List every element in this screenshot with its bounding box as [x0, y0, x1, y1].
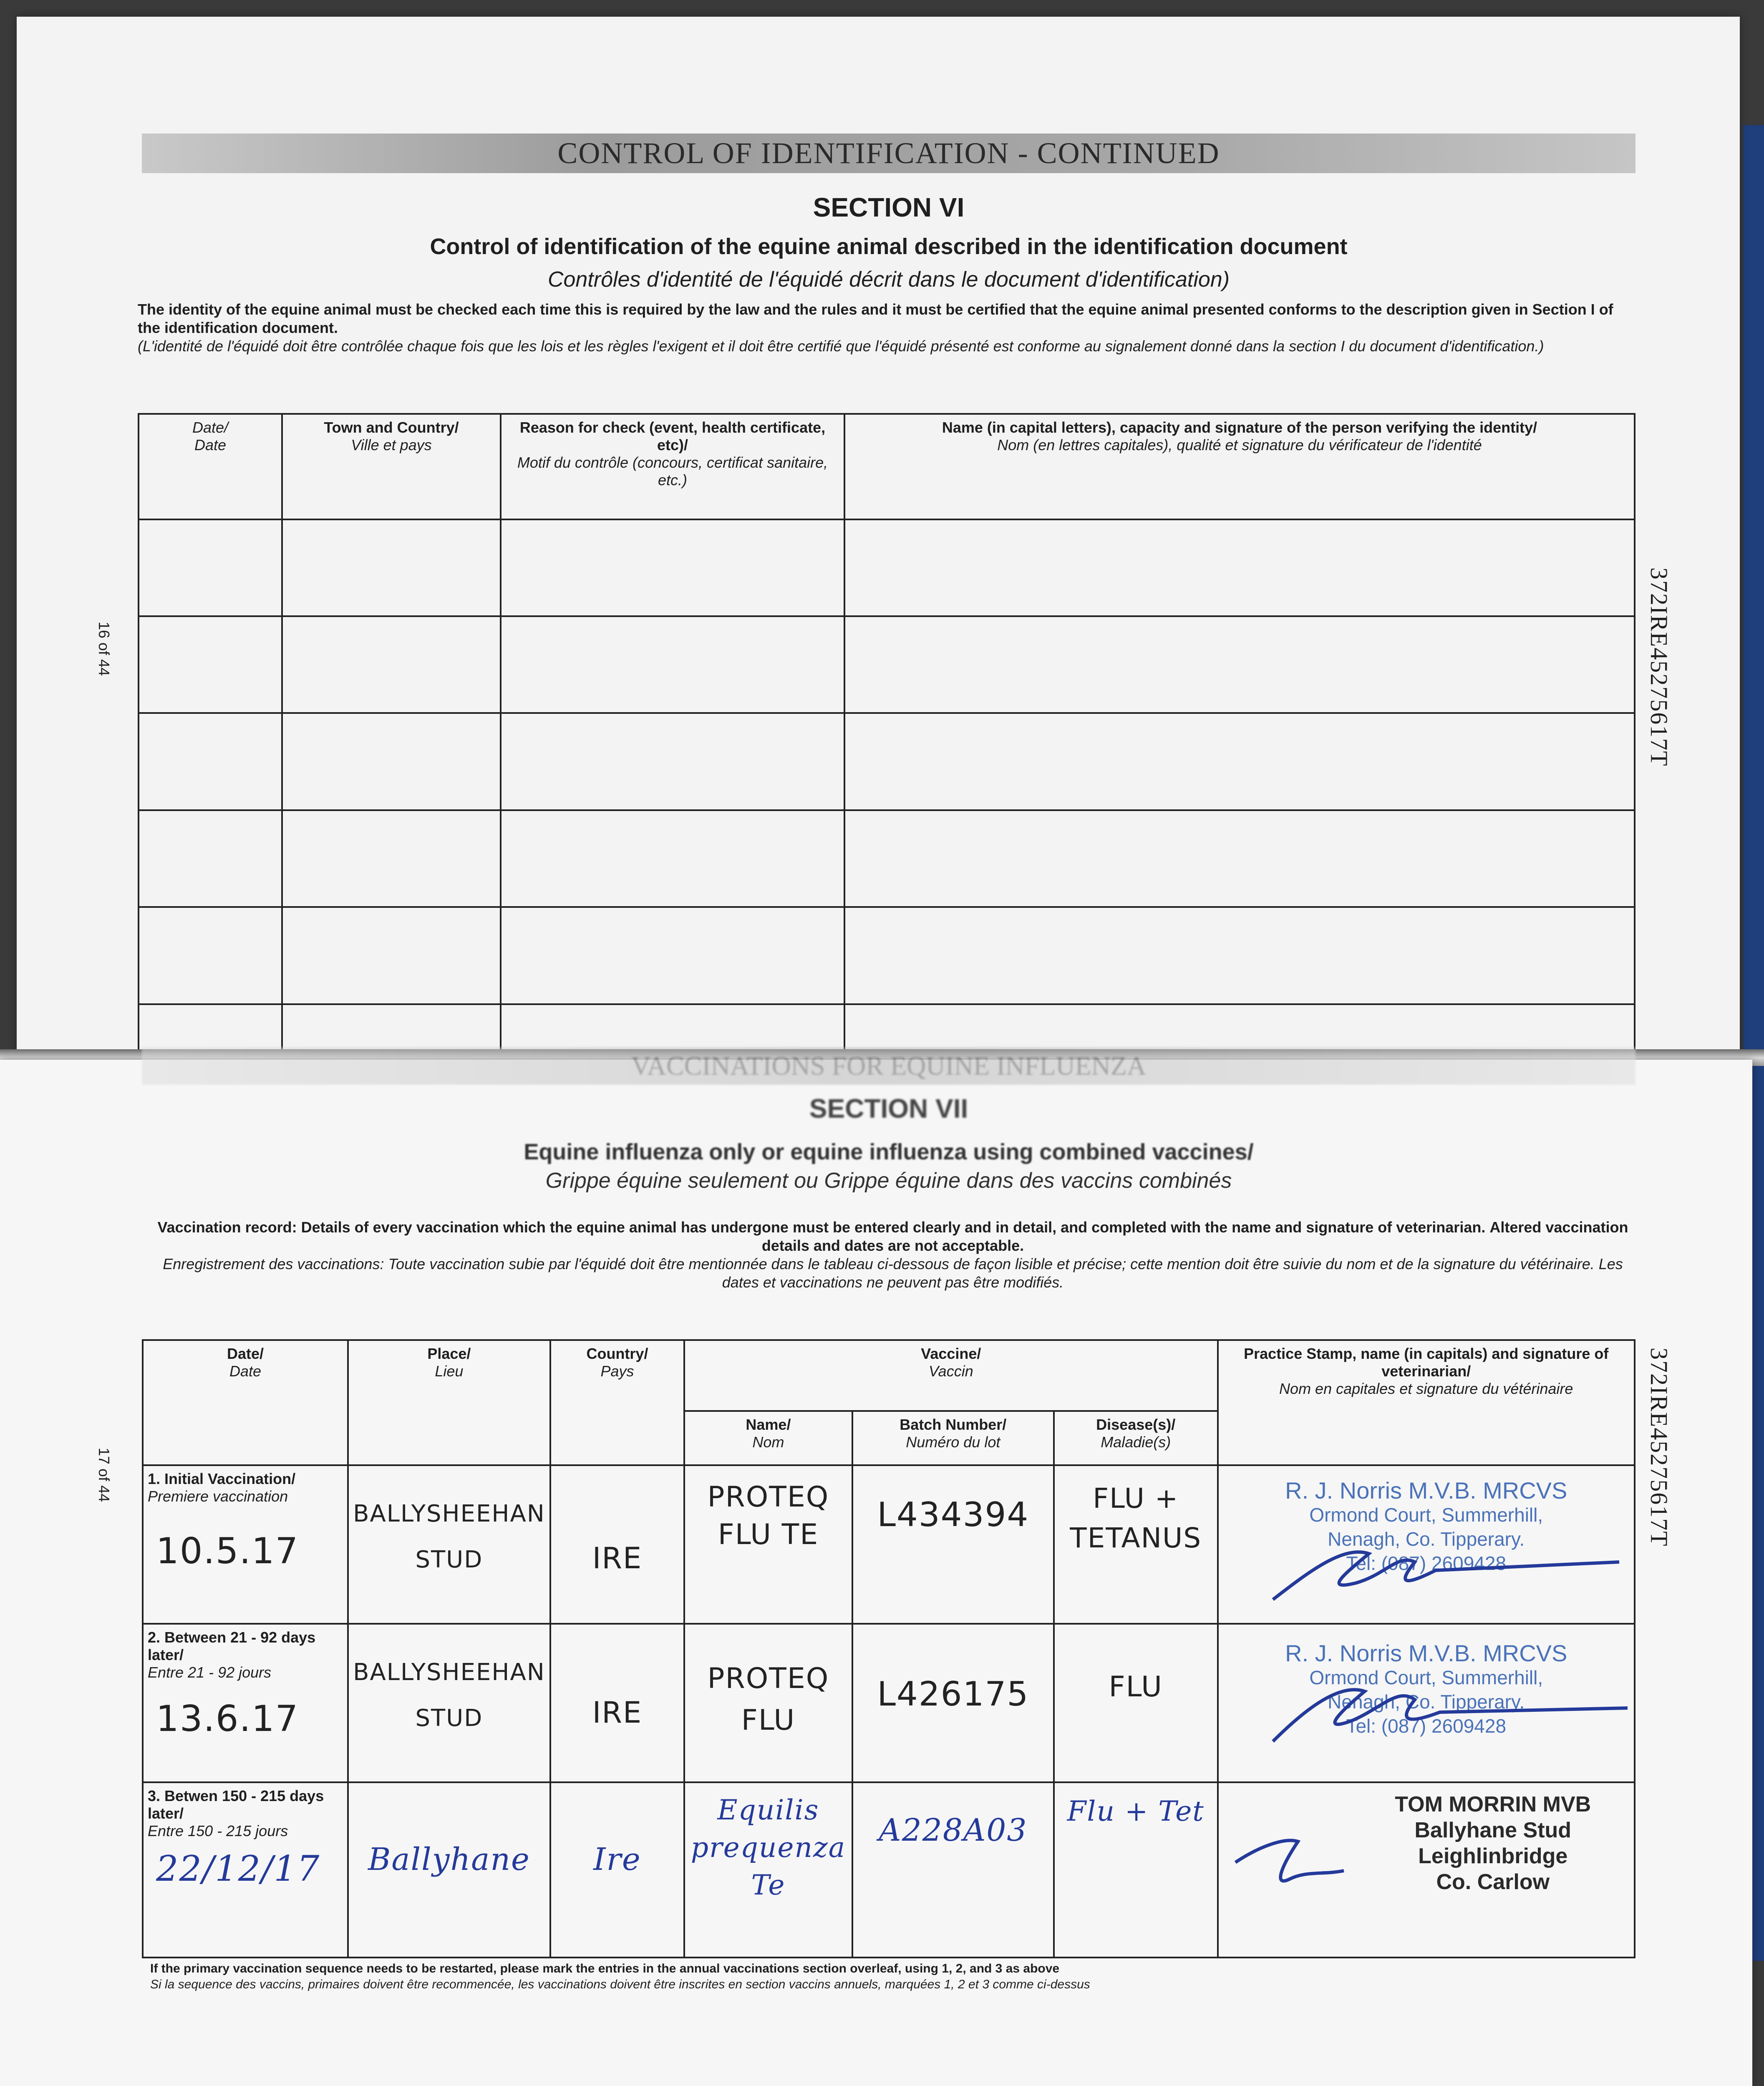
col-date-header: Date/ Date [143, 1340, 348, 1465]
table-row [139, 616, 1635, 713]
verifier-cell[interactable] [844, 907, 1635, 1004]
disease-cell[interactable] [1054, 1624, 1218, 1782]
table-row [139, 810, 1635, 907]
handwritten-country: IRE [592, 1696, 643, 1730]
date-cell[interactable] [143, 1782, 348, 1958]
place-cell[interactable] [348, 1782, 550, 1958]
handwritten-vaccine-name: PROTEQ FLU [707, 1662, 829, 1737]
col-batch-header: Batch Number/ Numéro du lot [852, 1411, 1054, 1465]
identification-check-table [138, 413, 1635, 1056]
reason-cell[interactable] [501, 519, 844, 616]
section-vii-title: Equine influenza only or equine influenza using combined vaccines/ [524, 1139, 1254, 1164]
handwritten-country: Ire [593, 1842, 641, 1877]
row-label-fr: Entre 150 - 215 jours [148, 1822, 288, 1839]
col-reason-header: Reason for check (event, health certificate, etc)/ Motif du contrôle (concours, certificat sanitaire, etc.) [501, 414, 844, 519]
passport-id-bottom: 372IRE45275617T [1646, 1348, 1673, 1547]
col-country-header: Country/ Pays [550, 1340, 685, 1465]
page-number-17: 17 of 44 [96, 1448, 113, 1502]
town-cell[interactable] [282, 907, 501, 1004]
handwritten-disease: FLU [1109, 1670, 1163, 1703]
passport-id-top: 372IRE45275617T [1646, 567, 1673, 767]
col-disease-header: Disease(s)/ Maladie(s) [1054, 1411, 1218, 1465]
verifier-cell[interactable] [844, 713, 1635, 810]
date-cell[interactable] [139, 616, 282, 713]
section-vii-instructions [150, 1218, 1635, 1292]
row-label-fr: Entre 21 - 92 jours [148, 1664, 272, 1681]
vet-signature [1260, 1670, 1636, 1750]
col-name-header: Name (in capital letters), capacity and signature of the person verifying the identity/ Nom (en lettres capitales), qualité et signature du vérificateur de l'identité [844, 414, 1635, 519]
disease-cell[interactable] [1054, 1782, 1218, 1958]
handwritten-batch: A228A03 [879, 1812, 1028, 1848]
vaccination-table [142, 1339, 1635, 1958]
reason-cell[interactable] [501, 810, 844, 907]
practice-stamp-cell[interactable] [1218, 1465, 1635, 1624]
handwritten-date: 13.6.17 [156, 1698, 299, 1740]
batch-cell[interactable] [852, 1782, 1054, 1958]
section-vi-title-fr: Contrôles d'identité de l'équidé décrit dans le document d'identification) [547, 267, 1230, 292]
batch-cell[interactable] [852, 1624, 1054, 1782]
date-cell[interactable] [139, 713, 282, 810]
table-row [139, 713, 1635, 810]
col-place-header: Place/ Lieu [348, 1340, 550, 1465]
vet-stamp: R. J. Norris M.V.B. MRCVS Ormond Court, Summerhill, Nenagh, Co. Tipperary. Tel: (087) 2609428 [1285, 1477, 1567, 1574]
place-cell[interactable] [348, 1624, 550, 1782]
batch-cell[interactable] [852, 1465, 1054, 1624]
section-vi-heading: SECTION VI [813, 192, 965, 222]
table-row [139, 519, 1635, 616]
handwritten-batch: L434394 [877, 1495, 1029, 1534]
vaccine-name-cell[interactable] [684, 1465, 852, 1624]
row-label: 2. Between 21 - 92 days later/ [148, 1629, 316, 1663]
handwritten-country: IRE [592, 1541, 643, 1575]
reason-cell[interactable] [501, 713, 844, 810]
date-cell[interactable] [143, 1624, 348, 1782]
handwritten-batch: L426175 [877, 1675, 1029, 1713]
instruction-en: Vaccination record: Details of every vaccination which the equine animal has undergone must be entered clearly and in detail, and completed with the name and signature of veterinarian. [157, 1219, 1486, 1236]
place-cell[interactable] [348, 1465, 550, 1624]
reason-cell[interactable] [501, 907, 844, 1004]
country-cell[interactable] [550, 1624, 685, 1782]
date-cell[interactable] [139, 810, 282, 907]
vaccine-name-cell[interactable] [684, 1782, 852, 1958]
town-cell[interactable] [282, 810, 501, 907]
handwritten-place: Ballyhane [368, 1842, 530, 1877]
vet-signature [1260, 1537, 1628, 1608]
col-date-header: Date/ Date [139, 414, 282, 519]
col-vaccine-header: Vaccine/ Vaccin [684, 1340, 1217, 1411]
verifier-cell[interactable] [844, 616, 1635, 713]
page-number-16: 16 of 44 [96, 622, 113, 676]
handwritten-place: BALLYSHEEHAN STUD [353, 1500, 545, 1573]
town-cell[interactable] [282, 519, 501, 616]
town-cell[interactable] [282, 713, 501, 810]
date-cell[interactable] [143, 1465, 348, 1624]
town-cell[interactable] [282, 616, 501, 713]
vaccination-row-1 [143, 1465, 1635, 1624]
vet-signature [1227, 1821, 1352, 1904]
table-row [139, 907, 1635, 1004]
row-label: 1. Initial Vaccination/ [148, 1470, 296, 1487]
section-vi-title: Control of identification of the equine animal described in the identification document [430, 234, 1348, 259]
vet-stamp: R. J. Norris M.V.B. MRCVS Ormond Court, Summerhill, Nenagh, Co. Tipperary. Tel: (087) 2609428 [1285, 1640, 1567, 1737]
handwritten-date: 10.5.17 [156, 1530, 299, 1572]
verifier-cell[interactable] [844, 519, 1635, 616]
col-town-header: Town and Country/ Ville et pays [282, 414, 501, 519]
vaccination-row-2 [143, 1624, 1635, 1782]
row-label-fr: Premiere vaccination [148, 1488, 288, 1505]
footnote [150, 1961, 1635, 1993]
handwritten-disease: Flu + Tet [1067, 1795, 1205, 1827]
footnote-en: If the primary vaccination sequence needs to be restarted, please mark the entries in the annual vaccinations section overleaf, using 1, 2, and 3 as above [150, 1962, 1060, 1975]
top-banner: CONTROL OF IDENTIFICATION - CONTINUED [142, 134, 1635, 173]
instruction-fr: (L'identité de l'équidé doit être contrôlée chaque fois que les lois et les règles l'exigent et il doit être certifié que l'équidé présenté est conforme au signalement donné dans la section I du document d'identification.) [138, 338, 1544, 355]
reason-cell[interactable] [501, 616, 844, 713]
practice-stamp-cell[interactable] [1218, 1782, 1635, 1958]
disease-cell[interactable] [1054, 1465, 1218, 1624]
vaccination-row-3 [143, 1782, 1635, 1958]
col-practice-header: Practice Stamp, name (in capitals) and signature of veterinarian/ Nom en capitales et signature du vétérinaire [1218, 1340, 1635, 1465]
verifier-cell[interactable] [844, 810, 1635, 907]
country-cell[interactable] [550, 1782, 685, 1958]
row-label: 3. Betwen 150 - 215 days later/ [148, 1787, 324, 1822]
section-vii-title-fr: Grippe équine seulement ou Grippe équine dans des vaccins combinés [545, 1169, 1232, 1193]
instruction-bold: Altered vaccination details and dates are not acceptable. [761, 1219, 1628, 1254]
bottom-banner-ghost: VACCINATIONS FOR EQUINE INFLUENZA [142, 1047, 1635, 1085]
handwritten-disease: FLU + TETANUS [1070, 1482, 1202, 1554]
country-cell[interactable] [550, 1465, 685, 1624]
instruction-en: The identity of the equine animal must be checked each time this is required by the law and the rules and it must be certified that the equine animal presented conforms to the description given in Section I of the identification document. [138, 301, 1613, 336]
date-cell[interactable] [139, 907, 282, 1004]
date-cell[interactable] [139, 519, 282, 616]
handwritten-vaccine-name: Equilis prequenza Te [690, 1794, 846, 1901]
col-vname-header: Name/ Nom [684, 1411, 852, 1465]
section-vii-heading: SECTION VII [809, 1093, 968, 1124]
section-vi-instructions [138, 300, 1619, 355]
footnote-fr: Si la sequence des vaccins, primaires doivent être recommencée, les vaccinations doivent être inscrites en section vaccins annuels, marquées 1, 2 et 3 comme ci-dessus [150, 1978, 1090, 1991]
handwritten-vaccine-name: PROTEQ FLU TE [707, 1481, 829, 1551]
practice-stamp-cell[interactable] [1218, 1624, 1635, 1782]
handwritten-place: BALLYSHEEHAN STUD [353, 1659, 545, 1732]
handwritten-date: 22/12/17 [156, 1848, 320, 1889]
vaccine-name-cell[interactable] [684, 1624, 852, 1782]
instruction-fr: Enregistrement des vaccinations: Toute vaccination subie par l'équidé doit être mentionnée dans le tableau ci-dessous de façon lisible et précise; cette mention doit être suivie du nom et de la signature du vétérinaire. Les dates et vaccinations ne peuvent pas être modifiés. [163, 1255, 1623, 1291]
vet-stamp: TOM MORRIN MVB Ballyhane Stud Leighlinbridge Co. Carlow [1395, 1792, 1591, 1894]
